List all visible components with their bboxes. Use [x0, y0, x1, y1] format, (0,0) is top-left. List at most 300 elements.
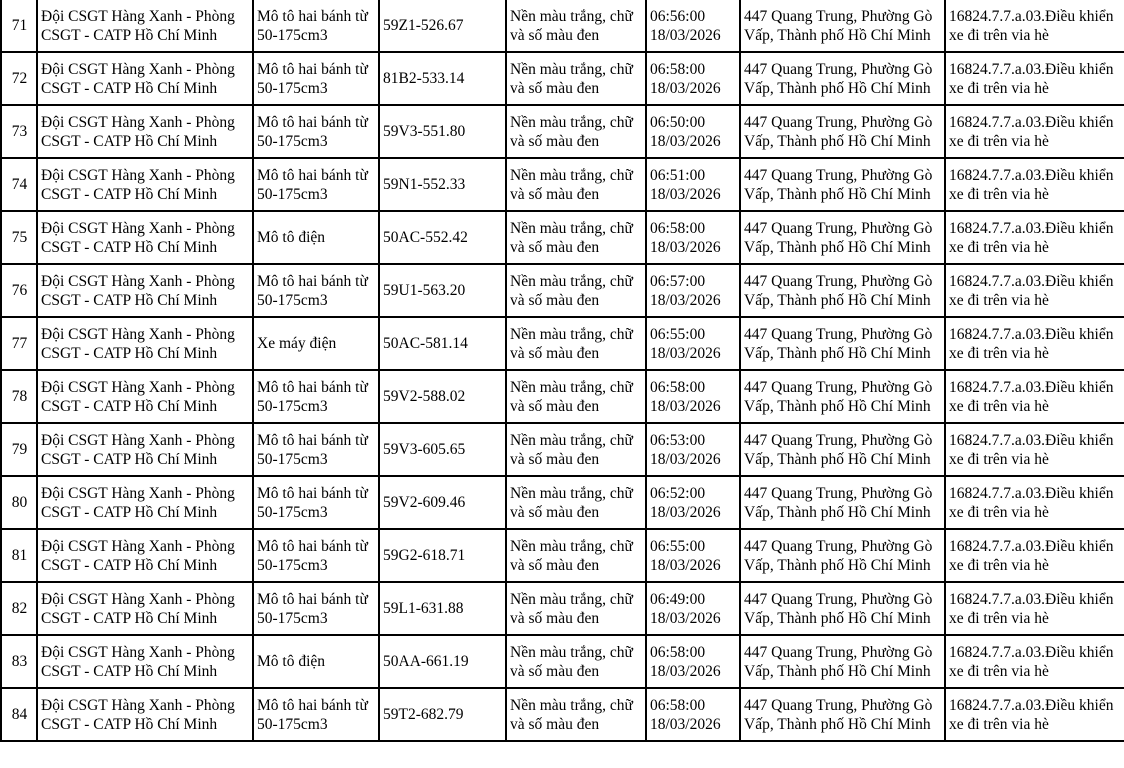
vehicle-line: Mô tô điện: [257, 653, 326, 670]
unit-line: CSGT - CATP Hồ Chí Minh: [41, 450, 218, 468]
location-line: Vấp, Thành phố Hồ Chí Minh: [744, 556, 931, 574]
row-number-text: 75: [11, 229, 28, 246]
table-row: [1, 317, 1124, 370]
violation-time-cell: [646, 317, 740, 370]
unit-cell: [37, 0, 253, 52]
unit-line: CSGT - CATP Hồ Chí Minh: [41, 26, 218, 44]
violation-line: xe đi trên via hè: [949, 132, 1049, 150]
license-plate-text: 59V3-605.65: [383, 441, 466, 458]
row-number-text: 73: [11, 123, 28, 140]
violation-code-cell: [945, 264, 1124, 317]
vehicle-line: Mô tô hai bánh từ: [257, 590, 368, 608]
license-plate-cell: [379, 582, 506, 635]
location-line: Vấp, Thành phố Hồ Chí Minh: [744, 503, 931, 521]
plate-color-cell: [506, 211, 646, 264]
violation-line: xe đi trên via hè: [949, 609, 1049, 627]
plate-color-line: Nền màu trắng, chữ: [510, 7, 633, 25]
plate-color-line: Nền màu trắng, chữ: [510, 60, 633, 78]
row-number: [1, 52, 37, 105]
violation-line: 16824.7.7.a.03.Điều khiển: [949, 219, 1114, 237]
plate-color-line: và số màu đen: [510, 397, 600, 415]
time-line: 18/03/2026: [650, 715, 721, 733]
table-row: [1, 105, 1124, 158]
vehicle-line: 50-175cm3: [257, 503, 328, 521]
table-row: [1, 476, 1124, 529]
unit-line: Đội CSGT Hàng Xanh - Phòng: [41, 431, 235, 449]
unit-line: CSGT - CATP Hồ Chí Minh: [41, 609, 218, 627]
unit-line: Đội CSGT Hàng Xanh - Phòng: [41, 590, 235, 608]
time-line: 06:56:00: [650, 7, 706, 25]
violation-time-cell: [646, 635, 740, 688]
row-number-text: 84: [11, 706, 28, 723]
plate-color-line: và số màu đen: [510, 79, 600, 97]
vehicle-type-cell: [253, 635, 379, 688]
unit-line: Đội CSGT Hàng Xanh - Phòng: [41, 166, 235, 184]
unit-line: CSGT - CATP Hồ Chí Minh: [41, 344, 218, 362]
location-cell: [740, 476, 945, 529]
row-number: [1, 635, 37, 688]
time-line: 06:58:00: [650, 643, 706, 661]
plate-color-line: Nền màu trắng, chữ: [510, 325, 633, 343]
vehicle-type-cell: [253, 582, 379, 635]
table-row: [1, 211, 1124, 264]
location-line: Vấp, Thành phố Hồ Chí Minh: [744, 79, 931, 97]
vehicle-line: Mô tô hai bánh từ: [257, 378, 368, 396]
row-number-text: 74: [11, 176, 28, 193]
plate-color-cell: [506, 476, 646, 529]
location-line: Vấp, Thành phố Hồ Chí Minh: [744, 238, 931, 256]
location-cell: [740, 0, 945, 52]
vehicle-type-cell: [253, 158, 379, 211]
license-plate-text: 59V3-551.80: [383, 123, 466, 140]
unit-cell: [37, 264, 253, 317]
location-line: 447 Quang Trung, Phường Gò: [744, 537, 933, 555]
location-line: 447 Quang Trung, Phường Gò: [744, 643, 933, 661]
vehicle-line: 50-175cm3: [257, 79, 328, 97]
license-plate-text: 81B2-533.14: [383, 70, 465, 87]
violation-code-cell: [945, 211, 1124, 264]
unit-cell: [37, 529, 253, 582]
unit-line: CSGT - CATP Hồ Chí Minh: [41, 79, 218, 97]
unit-line: CSGT - CATP Hồ Chí Minh: [41, 397, 218, 415]
violation-time-cell: [646, 688, 740, 741]
vehicle-type-cell: [253, 211, 379, 264]
location-cell: [740, 158, 945, 211]
row-number-text: 79: [11, 441, 28, 458]
time-line: 06:50:00: [650, 113, 706, 131]
time-line: 18/03/2026: [650, 26, 721, 44]
unit-line: Đội CSGT Hàng Xanh - Phòng: [41, 537, 235, 555]
violation-code-cell: [945, 635, 1124, 688]
plate-color-line: Nền màu trắng, chữ: [510, 484, 633, 502]
vehicle-line: 50-175cm3: [257, 715, 328, 733]
license-plate-cell: [379, 211, 506, 264]
plate-color-cell: [506, 52, 646, 105]
plate-color-cell: [506, 688, 646, 741]
time-line: 18/03/2026: [650, 132, 721, 150]
time-line: 18/03/2026: [650, 503, 721, 521]
time-line: 18/03/2026: [650, 556, 721, 574]
row-number: [1, 370, 37, 423]
vehicle-type-cell: [253, 529, 379, 582]
vehicle-line: Mô tô hai bánh từ: [257, 696, 368, 714]
location-cell: [740, 423, 945, 476]
time-line: 06:55:00: [650, 537, 706, 555]
violation-line: 16824.7.7.a.03.Điều khiển: [949, 7, 1114, 25]
license-plate-text: 59L1-631.88: [383, 600, 464, 617]
location-cell: [740, 211, 945, 264]
violation-code-cell: [945, 52, 1124, 105]
violation-line: 16824.7.7.a.03.Điều khiển: [949, 272, 1114, 290]
vehicle-type-cell: [253, 423, 379, 476]
location-line: 447 Quang Trung, Phường Gò: [744, 696, 933, 714]
row-number-text: 80: [11, 494, 28, 511]
vehicle-line: 50-175cm3: [257, 185, 328, 203]
time-line: 06:58:00: [650, 696, 706, 714]
vehicle-type-cell: [253, 317, 379, 370]
unit-cell: [37, 317, 253, 370]
violation-time-cell: [646, 211, 740, 264]
vehicle-type-cell: [253, 476, 379, 529]
unit-cell: [37, 211, 253, 264]
location-line: 447 Quang Trung, Phường Gò: [744, 166, 933, 184]
unit-cell: [37, 688, 253, 741]
license-plate-cell: [379, 529, 506, 582]
plate-color-cell: [506, 317, 646, 370]
plate-color-line: và số màu đen: [510, 132, 600, 150]
table-row: [1, 158, 1124, 211]
violation-line: 16824.7.7.a.03.Điều khiển: [949, 60, 1114, 78]
vehicle-type-cell: [253, 264, 379, 317]
location-line: 447 Quang Trung, Phường Gò: [744, 113, 933, 131]
row-number: [1, 529, 37, 582]
violation-code-cell: [945, 370, 1124, 423]
row-number: [1, 264, 37, 317]
vehicle-line: Mô tô điện: [257, 229, 326, 246]
time-line: 06:52:00: [650, 484, 706, 502]
unit-line: CSGT - CATP Hồ Chí Minh: [41, 291, 218, 309]
row-number: [1, 582, 37, 635]
violation-time-cell: [646, 264, 740, 317]
unit-line: CSGT - CATP Hồ Chí Minh: [41, 238, 218, 256]
location-line: 447 Quang Trung, Phường Gò: [744, 484, 933, 502]
violation-code-cell: [945, 0, 1124, 52]
violation-line: xe đi trên via hè: [949, 556, 1049, 574]
violation-time-cell: [646, 105, 740, 158]
plate-color-cell: [506, 635, 646, 688]
violation-time-cell: [646, 0, 740, 52]
license-plate-cell: [379, 0, 506, 52]
row-number: [1, 688, 37, 741]
violation-line: xe đi trên via hè: [949, 185, 1049, 203]
vehicle-line: 50-175cm3: [257, 26, 328, 44]
row-number: [1, 158, 37, 211]
time-line: 06:51:00: [650, 166, 706, 184]
time-line: 06:53:00: [650, 431, 706, 449]
plate-color-line: và số màu đen: [510, 556, 600, 574]
license-plate-text: 59U1-563.20: [383, 282, 466, 299]
vehicle-type-cell: [253, 370, 379, 423]
row-number: [1, 105, 37, 158]
location-line: Vấp, Thành phố Hồ Chí Minh: [744, 185, 931, 203]
plate-color-line: và số màu đen: [510, 26, 600, 44]
unit-line: Đội CSGT Hàng Xanh - Phòng: [41, 643, 235, 661]
plate-color-line: Nền màu trắng, chữ: [510, 378, 633, 396]
vehicle-line: Mô tô hai bánh từ: [257, 60, 368, 78]
violation-time-cell: [646, 476, 740, 529]
plate-color-cell: [506, 582, 646, 635]
vehicle-line: Mô tô hai bánh từ: [257, 166, 368, 184]
location-line: 447 Quang Trung, Phường Gò: [744, 431, 933, 449]
location-line: Vấp, Thành phố Hồ Chí Minh: [744, 609, 931, 627]
violation-line: xe đi trên via hè: [949, 397, 1049, 415]
location-line: Vấp, Thành phố Hồ Chí Minh: [744, 344, 931, 362]
unit-line: CSGT - CATP Hồ Chí Minh: [41, 662, 218, 680]
table-row: [1, 370, 1124, 423]
table-row: [1, 529, 1124, 582]
plate-color-cell: [506, 423, 646, 476]
vehicle-line: Mô tô hai bánh từ: [257, 7, 368, 25]
location-line: Vấp, Thành phố Hồ Chí Minh: [744, 715, 931, 733]
time-line: 18/03/2026: [650, 450, 721, 468]
vehicle-line: Mô tô hai bánh từ: [257, 537, 368, 555]
violation-code-cell: [945, 317, 1124, 370]
vehicle-line: 50-175cm3: [257, 450, 328, 468]
unit-line: Đội CSGT Hàng Xanh - Phòng: [41, 272, 235, 290]
time-line: 18/03/2026: [650, 185, 721, 203]
license-plate-text: 50AC-581.14: [383, 335, 468, 352]
violation-line: 16824.7.7.a.03.Điều khiển: [949, 484, 1114, 502]
violation-line: xe đi trên via hè: [949, 662, 1049, 680]
violation-line: xe đi trên via hè: [949, 715, 1049, 733]
table-row: [1, 423, 1124, 476]
row-number: [1, 211, 37, 264]
plate-color-line: Nền màu trắng, chữ: [510, 113, 633, 131]
license-plate-text: 59V2-609.46: [383, 494, 466, 511]
plate-color-line: và số màu đen: [510, 291, 600, 309]
location-cell: [740, 317, 945, 370]
unit-line: Đội CSGT Hàng Xanh - Phòng: [41, 219, 235, 237]
row-number-text: 76: [11, 282, 28, 299]
license-plate-text: 59N1-552.33: [383, 176, 466, 193]
vehicle-type-cell: [253, 52, 379, 105]
violation-line: xe đi trên via hè: [949, 344, 1049, 362]
vehicle-line: Xe máy điện: [257, 335, 337, 352]
plate-color-line: và số màu đen: [510, 238, 600, 256]
row-number-text: 83: [11, 653, 28, 670]
license-plate-cell: [379, 264, 506, 317]
row-number-text: 78: [11, 388, 28, 405]
violation-line: 16824.7.7.a.03.Điều khiển: [949, 166, 1114, 184]
location-cell: [740, 370, 945, 423]
location-cell: [740, 52, 945, 105]
time-line: 18/03/2026: [650, 397, 721, 415]
plate-color-line: Nền màu trắng, chữ: [510, 166, 633, 184]
unit-cell: [37, 158, 253, 211]
unit-cell: [37, 423, 253, 476]
location-line: 447 Quang Trung, Phường Gò: [744, 590, 933, 608]
row-number: [1, 317, 37, 370]
vehicle-line: Mô tô hai bánh từ: [257, 113, 368, 131]
unit-line: Đội CSGT Hàng Xanh - Phòng: [41, 325, 235, 343]
plate-color-cell: [506, 370, 646, 423]
row-number-text: 71: [11, 17, 28, 34]
plate-color-line: Nền màu trắng, chữ: [510, 537, 633, 555]
table-row: [1, 688, 1124, 741]
plate-color-line: và số màu đen: [510, 662, 600, 680]
violation-line: 16824.7.7.a.03.Điều khiển: [949, 590, 1114, 608]
location-line: Vấp, Thành phố Hồ Chí Minh: [744, 291, 931, 309]
time-line: 06:58:00: [650, 219, 706, 237]
plate-color-cell: [506, 264, 646, 317]
row-number-text: 72: [11, 70, 28, 87]
table-body: [1, 0, 1124, 741]
license-plate-cell: [379, 476, 506, 529]
plate-color-line: và số màu đen: [510, 609, 600, 627]
time-line: 18/03/2026: [650, 662, 721, 680]
violation-line: xe đi trên via hè: [949, 503, 1049, 521]
license-plate-text: 59V2-588.02: [383, 388, 466, 405]
plate-color-cell: [506, 158, 646, 211]
table-row: [1, 582, 1124, 635]
license-plate-cell: [379, 688, 506, 741]
unit-cell: [37, 52, 253, 105]
location-cell: [740, 635, 945, 688]
license-plate-cell: [379, 317, 506, 370]
plate-color-line: và số màu đen: [510, 450, 600, 468]
unit-line: Đội CSGT Hàng Xanh - Phòng: [41, 484, 235, 502]
violation-line: 16824.7.7.a.03.Điều khiển: [949, 325, 1114, 343]
location-cell: [740, 529, 945, 582]
violation-line: xe đi trên via hè: [949, 291, 1049, 309]
vehicle-line: Mô tô hai bánh từ: [257, 272, 368, 290]
plate-color-line: và số màu đen: [510, 715, 600, 733]
unit-line: Đội CSGT Hàng Xanh - Phòng: [41, 696, 235, 714]
unit-cell: [37, 582, 253, 635]
time-line: 18/03/2026: [650, 344, 721, 362]
row-number-text: 82: [11, 600, 28, 617]
time-line: 06:57:00: [650, 272, 706, 290]
vehicle-line: 50-175cm3: [257, 609, 328, 627]
unit-line: Đội CSGT Hàng Xanh - Phòng: [41, 7, 235, 25]
violation-time-cell: [646, 582, 740, 635]
vehicle-line: 50-175cm3: [257, 556, 328, 574]
violation-line: 16824.7.7.a.03.Điều khiển: [949, 378, 1114, 396]
plate-color-line: Nền màu trắng, chữ: [510, 590, 633, 608]
violation-code-cell: [945, 476, 1124, 529]
unit-line: CSGT - CATP Hồ Chí Minh: [41, 132, 218, 150]
unit-line: Đội CSGT Hàng Xanh - Phòng: [41, 113, 235, 131]
plate-color-line: Nền màu trắng, chữ: [510, 219, 633, 237]
license-plate-text: 59G2-618.71: [383, 547, 466, 564]
unit-line: CSGT - CATP Hồ Chí Minh: [41, 185, 218, 203]
time-line: 18/03/2026: [650, 79, 721, 97]
license-plate-cell: [379, 370, 506, 423]
violation-code-cell: [945, 688, 1124, 741]
violation-line: 16824.7.7.a.03.Điều khiển: [949, 113, 1114, 131]
location-line: 447 Quang Trung, Phường Gò: [744, 60, 933, 78]
plate-color-line: Nền màu trắng, chữ: [510, 643, 633, 661]
table-row: [1, 52, 1124, 105]
violation-line: 16824.7.7.a.03.Điều khiển: [949, 537, 1114, 555]
unit-cell: [37, 635, 253, 688]
location-line: Vấp, Thành phố Hồ Chí Minh: [744, 662, 931, 680]
time-line: 18/03/2026: [650, 291, 721, 309]
unit-line: Đội CSGT Hàng Xanh - Phòng: [41, 378, 235, 396]
table-row: [1, 635, 1124, 688]
location-cell: [740, 582, 945, 635]
time-line: 06:55:00: [650, 325, 706, 343]
row-number-text: 81: [11, 547, 28, 564]
license-plate-cell: [379, 52, 506, 105]
license-plate-text: 50AC-552.42: [383, 229, 468, 246]
license-plate-cell: [379, 635, 506, 688]
license-plate-text: 59T2-682.79: [383, 706, 464, 723]
plate-color-cell: [506, 105, 646, 158]
violation-time-cell: [646, 423, 740, 476]
row-number-text: 77: [11, 335, 28, 352]
violation-time-cell: [646, 529, 740, 582]
location-line: 447 Quang Trung, Phường Gò: [744, 378, 933, 396]
plate-color-cell: [506, 529, 646, 582]
plate-color-line: Nền màu trắng, chữ: [510, 272, 633, 290]
violation-time-cell: [646, 52, 740, 105]
unit-line: CSGT - CATP Hồ Chí Minh: [41, 715, 218, 733]
location-cell: [740, 264, 945, 317]
license-plate-text: 59Z1-526.67: [383, 17, 464, 34]
time-line: 18/03/2026: [650, 609, 721, 627]
violation-code-cell: [945, 105, 1124, 158]
plate-color-line: Nền màu trắng, chữ: [510, 696, 633, 714]
violation-line: xe đi trên via hè: [949, 79, 1049, 97]
unit-cell: [37, 370, 253, 423]
location-line: Vấp, Thành phố Hồ Chí Minh: [744, 397, 931, 415]
location-cell: [740, 105, 945, 158]
vehicle-type-cell: [253, 0, 379, 52]
violation-line: xe đi trên via hè: [949, 238, 1049, 256]
vehicle-line: Mô tô hai bánh từ: [257, 431, 368, 449]
violation-time-cell: [646, 370, 740, 423]
location-line: 447 Quang Trung, Phường Gò: [744, 272, 933, 290]
location-cell: [740, 688, 945, 741]
violation-line: xe đi trên via hè: [949, 450, 1049, 468]
plate-color-cell: [506, 0, 646, 52]
table-row: [1, 0, 1124, 52]
time-line: 06:49:00: [650, 590, 706, 608]
location-line: Vấp, Thành phố Hồ Chí Minh: [744, 26, 931, 44]
violation-line: 16824.7.7.a.03.Điều khiển: [949, 431, 1114, 449]
violation-line: xe đi trên via hè: [949, 26, 1049, 44]
vehicle-line: 50-175cm3: [257, 132, 328, 150]
vehicle-type-cell: [253, 688, 379, 741]
license-plate-text: 50AA-661.19: [383, 653, 469, 670]
violation-code-cell: [945, 582, 1124, 635]
unit-line: Đội CSGT Hàng Xanh - Phòng: [41, 60, 235, 78]
violation-time-cell: [646, 158, 740, 211]
row-number: [1, 0, 37, 52]
row-number: [1, 476, 37, 529]
plate-color-line: Nền màu trắng, chữ: [510, 431, 633, 449]
plate-color-line: và số màu đen: [510, 344, 600, 362]
violation-line: 16824.7.7.a.03.Điều khiển: [949, 696, 1114, 714]
vehicle-line: 50-175cm3: [257, 291, 328, 309]
license-plate-cell: [379, 158, 506, 211]
unit-line: CSGT - CATP Hồ Chí Minh: [41, 503, 218, 521]
table-row: [1, 264, 1124, 317]
plate-color-line: và số màu đen: [510, 503, 600, 521]
violation-code-cell: [945, 529, 1124, 582]
row-number: [1, 423, 37, 476]
